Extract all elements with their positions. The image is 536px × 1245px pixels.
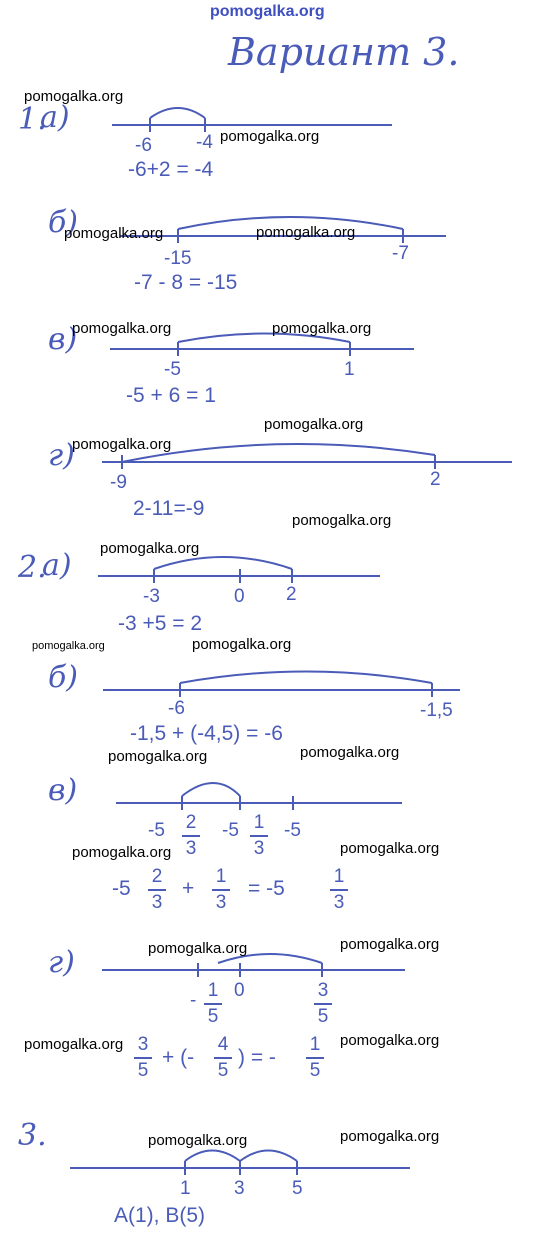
fraction-bar <box>330 889 348 891</box>
t1g-equation: 2-11=-9 <box>133 497 205 520</box>
t2a-label-2: 0 <box>234 586 245 607</box>
numerator: 1 <box>253 812 265 833</box>
task-2-number: 2. <box>18 550 47 585</box>
t2g-eq-close-equals: ) = - <box>238 1046 276 1069</box>
watermark: pomogalka.org <box>100 540 200 557</box>
t2a-equation: -3 +5 = 2 <box>118 612 203 635</box>
t2v-label-1-fraction <box>182 812 200 860</box>
denominator: 3 <box>333 892 345 913</box>
task-1v-label: в) <box>48 322 78 357</box>
watermark: pomogalka.org <box>148 1132 248 1149</box>
numerator: 4 <box>217 1034 229 1055</box>
denominator: 3 <box>151 892 163 913</box>
watermark: pomogalka.org <box>264 416 364 433</box>
t2g-eq-fraction-2 <box>214 1034 232 1082</box>
t2g-label-1-fraction <box>204 980 222 1028</box>
watermark: pomogalka.org <box>64 225 164 242</box>
t1a-label-1: -6 <box>135 135 152 156</box>
numerator: 3 <box>317 980 329 1001</box>
watermark: pomogalka.org <box>272 320 372 337</box>
task-1g-label: г) <box>48 438 75 473</box>
t2g-label-1-sign: - <box>190 990 197 1011</box>
watermark: pomogalka.org <box>192 636 292 653</box>
watermark: pomogalka.org <box>340 936 440 953</box>
numerator: 2 <box>185 812 197 833</box>
top-watermark: pomogalka.org <box>210 3 325 20</box>
t2v-label-3: -5 <box>284 820 301 841</box>
t2g-eq-plus-open: + (- <box>162 1046 195 1069</box>
fraction-bar <box>212 889 230 891</box>
t2v-eq-equals: = -5 <box>248 877 285 900</box>
t2v-eq-plus: + <box>182 877 195 900</box>
watermark: pomogalka.org <box>72 436 172 453</box>
denominator: 3 <box>253 838 265 859</box>
denominator: 3 <box>185 838 197 859</box>
fraction-bar <box>148 889 166 891</box>
numerator: 3 <box>137 1034 149 1055</box>
t2v-label-2-whole: -5 <box>222 820 239 841</box>
fraction-bar <box>182 835 200 837</box>
t1b-label-2: -7 <box>392 243 409 264</box>
t2b-label-1: -6 <box>168 698 185 719</box>
numerator: 1 <box>215 866 227 887</box>
watermark: pomogalka.org <box>300 744 400 761</box>
watermark: pomogalka.org <box>72 844 172 861</box>
t2a-label-1: -3 <box>143 586 160 607</box>
denominator: 5 <box>217 1060 229 1081</box>
t1g-label-1: -9 <box>110 472 127 493</box>
t1b-label-1: -15 <box>164 248 192 269</box>
t1a-label-2: -4 <box>196 132 213 153</box>
t2v-eq-whole: -5 <box>112 877 131 900</box>
denominator: 5 <box>317 1006 329 1027</box>
watermark: pomogalka.org <box>340 840 440 857</box>
task-1b-label: б) <box>48 205 79 240</box>
fraction-bar <box>134 1057 152 1059</box>
watermark: pomogalka.org <box>32 640 105 652</box>
fraction-bar <box>204 1003 222 1005</box>
fraction-bar <box>306 1057 324 1059</box>
page-title: Вариант 3. <box>228 30 460 74</box>
t1v-label-1: -5 <box>164 359 181 380</box>
t3-label-3: 5 <box>292 1178 303 1199</box>
t2b-label-2: -1,5 <box>420 700 453 721</box>
denominator: 3 <box>215 892 227 913</box>
t2v-eq-fraction-1 <box>148 866 166 914</box>
denominator: 5 <box>207 1006 219 1027</box>
t1a-equation: -6+2 = -4 <box>128 158 214 181</box>
task-2b-label: б) <box>48 660 79 695</box>
t2v-label-1-whole: -5 <box>148 820 165 841</box>
t2g-label-3-fraction <box>314 980 332 1028</box>
t1g-label-2: 2 <box>430 469 441 490</box>
t2v-eq-fraction-2 <box>212 866 230 914</box>
watermark: pomogalka.org <box>340 1032 440 1049</box>
watermark: pomogalka.org <box>24 88 124 105</box>
t3-label-1: 1 <box>180 1178 191 1199</box>
t1v-label-2: 1 <box>344 359 355 380</box>
task-2g-label: г) <box>48 945 75 980</box>
fraction-bar <box>250 835 268 837</box>
t3-label-2: 3 <box>234 1178 245 1199</box>
watermark: pomogalka.org <box>148 940 248 957</box>
denominator: 5 <box>309 1060 321 1081</box>
t2g-eq-fraction-3 <box>306 1034 324 1082</box>
t3-answer: A(1), B(5) <box>114 1204 206 1227</box>
t2b-equation: -1,5 + (-4,5) = -6 <box>130 722 283 745</box>
t2v-label-2-fraction <box>250 812 268 860</box>
t2v-eq-fraction-3 <box>330 866 348 914</box>
numerator: 1 <box>333 866 345 887</box>
t2a-label-3: 2 <box>286 584 297 605</box>
watermark: pomogalka.org <box>292 512 392 529</box>
task-2a-label: а) <box>42 548 72 583</box>
watermark: pomogalka.org <box>220 128 320 145</box>
watermark: pomogalka.org <box>108 748 208 765</box>
watermark: pomogalka.org <box>24 1036 124 1053</box>
watermark: pomogalka.org <box>72 320 172 337</box>
watermark: pomogalka.org <box>340 1128 440 1145</box>
t2g-label-2: 0 <box>234 980 245 1001</box>
t1v-equation: -5 + 6 = 1 <box>126 384 216 407</box>
numerator: 1 <box>207 980 219 1001</box>
task-1a-label: а) <box>40 100 70 135</box>
denominator: 5 <box>137 1060 149 1081</box>
numerator: 1 <box>309 1034 321 1055</box>
t1b-equation: -7 - 8 = -15 <box>134 271 238 294</box>
fraction-bar <box>314 1003 332 1005</box>
task-1-number: 1. <box>18 102 47 137</box>
t2g-eq-fraction-1 <box>134 1034 152 1082</box>
task-2v-label: в) <box>48 773 78 808</box>
fraction-bar <box>214 1057 232 1059</box>
numerator: 2 <box>151 866 163 887</box>
watermark: pomogalka.org <box>256 224 356 241</box>
task-3-number: 3. <box>18 1118 47 1153</box>
